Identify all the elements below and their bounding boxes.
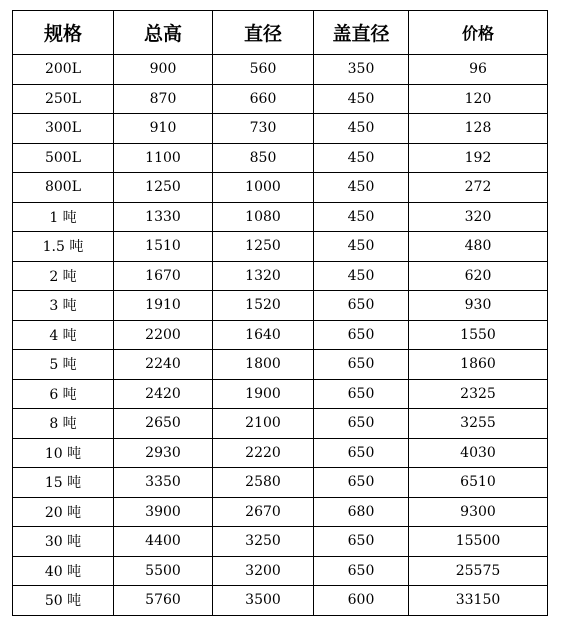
table-row — [13, 468, 548, 498]
table-row — [13, 173, 548, 203]
cell-diameter: 1520 — [213, 291, 314, 321]
table-row — [13, 497, 548, 527]
cell-total-height: 5500 — [114, 556, 213, 586]
cell-total-height: 870 — [114, 84, 213, 114]
table-row — [13, 55, 548, 85]
cell-total-height: 900 — [114, 55, 213, 85]
cell-price: 96 — [409, 55, 548, 85]
cell-spec: 15 吨 — [13, 468, 114, 498]
cell-price: 9300 — [409, 497, 548, 527]
cell-spec: 200L — [13, 55, 114, 85]
cell-total-height: 1100 — [114, 143, 213, 173]
cell-lid-diameter: 680 — [314, 497, 409, 527]
cell-total-height: 1510 — [114, 232, 213, 262]
cell-spec: 6 吨 — [13, 379, 114, 409]
cell-price: 120 — [409, 84, 548, 114]
spec-price-table — [12, 10, 548, 616]
cell-lid-diameter: 650 — [314, 527, 409, 557]
header-total-height: 总高 — [114, 11, 213, 55]
cell-price: 25575 — [409, 556, 548, 586]
cell-spec: 2 吨 — [13, 261, 114, 291]
cell-diameter: 730 — [213, 114, 314, 144]
cell-lid-diameter: 650 — [314, 468, 409, 498]
cell-diameter: 2580 — [213, 468, 314, 498]
cell-spec: 40 吨 — [13, 556, 114, 586]
table-header — [13, 11, 548, 55]
table-row — [13, 114, 548, 144]
table-row — [13, 438, 548, 468]
cell-lid-diameter: 650 — [314, 556, 409, 586]
table-row — [13, 586, 548, 616]
cell-total-height: 5760 — [114, 586, 213, 616]
cell-diameter: 1250 — [213, 232, 314, 262]
cell-price: 33150 — [409, 586, 548, 616]
cell-diameter: 1800 — [213, 350, 314, 380]
cell-price: 6510 — [409, 468, 548, 498]
cell-total-height: 2930 — [114, 438, 213, 468]
cell-diameter: 1000 — [213, 173, 314, 203]
cell-total-height: 2240 — [114, 350, 213, 380]
cell-spec: 1 吨 — [13, 202, 114, 232]
table-row — [13, 202, 548, 232]
cell-price: 128 — [409, 114, 548, 144]
cell-total-height: 4400 — [114, 527, 213, 557]
table-body — [13, 55, 548, 616]
table-row — [13, 556, 548, 586]
cell-price: 192 — [409, 143, 548, 173]
header-spec: 规格 — [13, 11, 114, 55]
table-row — [13, 143, 548, 173]
cell-spec: 500L — [13, 143, 114, 173]
cell-total-height: 1910 — [114, 291, 213, 321]
table-row — [13, 320, 548, 350]
cell-total-height: 3350 — [114, 468, 213, 498]
header-price: 价格 — [409, 11, 548, 55]
table-row — [13, 350, 548, 380]
cell-lid-diameter: 450 — [314, 232, 409, 262]
cell-spec: 3 吨 — [13, 291, 114, 321]
cell-spec: 50 吨 — [13, 586, 114, 616]
cell-price: 930 — [409, 291, 548, 321]
table-row — [13, 379, 548, 409]
table-row — [13, 527, 548, 557]
cell-total-height: 3900 — [114, 497, 213, 527]
cell-spec: 10 吨 — [13, 438, 114, 468]
cell-spec: 250L — [13, 84, 114, 114]
cell-price: 3255 — [409, 409, 548, 439]
cell-diameter: 3250 — [213, 527, 314, 557]
cell-lid-diameter: 650 — [314, 291, 409, 321]
cell-diameter: 3200 — [213, 556, 314, 586]
cell-lid-diameter: 450 — [314, 261, 409, 291]
cell-total-height: 2650 — [114, 409, 213, 439]
cell-lid-diameter: 450 — [314, 114, 409, 144]
table-row — [13, 291, 548, 321]
cell-lid-diameter: 650 — [314, 320, 409, 350]
cell-total-height: 910 — [114, 114, 213, 144]
table-row — [13, 261, 548, 291]
cell-price: 1860 — [409, 350, 548, 380]
cell-lid-diameter: 600 — [314, 586, 409, 616]
cell-lid-diameter: 450 — [314, 202, 409, 232]
cell-total-height: 1330 — [114, 202, 213, 232]
cell-price: 272 — [409, 173, 548, 203]
cell-diameter: 660 — [213, 84, 314, 114]
cell-diameter: 2670 — [213, 497, 314, 527]
cell-total-height: 1670 — [114, 261, 213, 291]
cell-price: 320 — [409, 202, 548, 232]
cell-price: 480 — [409, 232, 548, 262]
cell-diameter: 3500 — [213, 586, 314, 616]
cell-price: 1550 — [409, 320, 548, 350]
cell-lid-diameter: 650 — [314, 409, 409, 439]
cell-spec: 1.5 吨 — [13, 232, 114, 262]
cell-lid-diameter: 650 — [314, 379, 409, 409]
cell-price: 4030 — [409, 438, 548, 468]
table-row — [13, 84, 548, 114]
cell-total-height: 2200 — [114, 320, 213, 350]
cell-spec: 300L — [13, 114, 114, 144]
cell-spec: 8 吨 — [13, 409, 114, 439]
cell-diameter: 850 — [213, 143, 314, 173]
cell-total-height: 1250 — [114, 173, 213, 203]
cell-spec: 30 吨 — [13, 527, 114, 557]
header-row — [13, 11, 548, 55]
cell-spec: 4 吨 — [13, 320, 114, 350]
cell-diameter: 2220 — [213, 438, 314, 468]
cell-lid-diameter: 650 — [314, 438, 409, 468]
cell-lid-diameter: 350 — [314, 55, 409, 85]
table-row — [13, 232, 548, 262]
cell-lid-diameter: 450 — [314, 143, 409, 173]
table-row — [13, 409, 548, 439]
cell-lid-diameter: 650 — [314, 350, 409, 380]
cell-diameter: 2100 — [213, 409, 314, 439]
cell-diameter: 1900 — [213, 379, 314, 409]
cell-spec: 800L — [13, 173, 114, 203]
cell-spec: 5 吨 — [13, 350, 114, 380]
cell-price: 15500 — [409, 527, 548, 557]
cell-spec: 20 吨 — [13, 497, 114, 527]
cell-diameter: 1320 — [213, 261, 314, 291]
cell-total-height: 2420 — [114, 379, 213, 409]
header-lid-diameter: 盖直径 — [314, 11, 409, 55]
header-diameter: 直径 — [213, 11, 314, 55]
cell-lid-diameter: 450 — [314, 84, 409, 114]
cell-price: 620 — [409, 261, 548, 291]
cell-lid-diameter: 450 — [314, 173, 409, 203]
cell-diameter: 1640 — [213, 320, 314, 350]
cell-diameter: 560 — [213, 55, 314, 85]
cell-diameter: 1080 — [213, 202, 314, 232]
cell-price: 2325 — [409, 379, 548, 409]
